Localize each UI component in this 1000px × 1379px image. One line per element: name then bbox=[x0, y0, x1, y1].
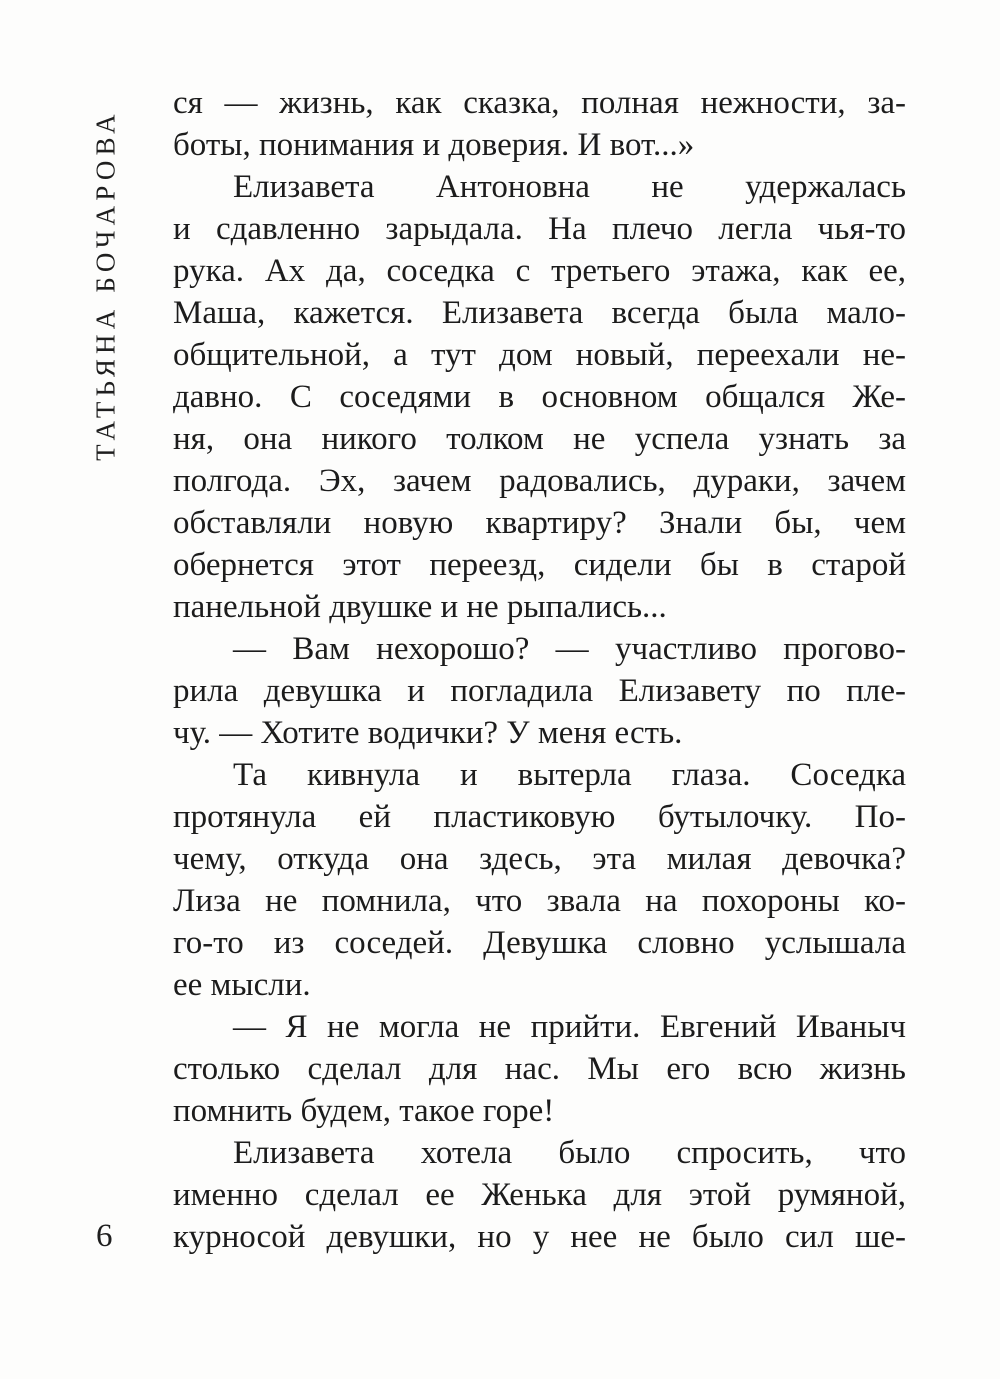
text-line: именно сделал ее Женька для этой румяной, bbox=[173, 1177, 906, 1213]
text-line: боты, понимания и доверия. И вот...» bbox=[173, 127, 695, 163]
text-line: полгода. Эх, зачем радовались, дураки, зачем bbox=[173, 463, 906, 499]
text-line: протянула ей пластиковую бутылочку. По- bbox=[173, 799, 906, 835]
text-line: общительной, а тут дом новый, переехали не- bbox=[173, 337, 906, 373]
text-line: ня, она никого толком не успела узнать за bbox=[173, 421, 906, 457]
text-line: обставляли новую квартиру? Знали бы, чем bbox=[173, 505, 906, 541]
text-line: Та кивнула и вытерла глаза. Соседка bbox=[233, 757, 906, 793]
text-line: чему, откуда она здесь, эта милая девочка? bbox=[173, 841, 906, 877]
text-line: Елизавета хотела было спросить, что bbox=[233, 1135, 906, 1171]
text-line: давно. С соседями в основном общался Же- bbox=[173, 379, 906, 415]
text-line: и сдавленно зарыдала. На плечо легла чья-то bbox=[173, 211, 906, 247]
text-line: — Я не могла не прийти. Евгений Иваныч bbox=[233, 1009, 906, 1045]
text-line: — Вам нехорошо? — участливо прогово- bbox=[233, 631, 906, 667]
text-line: помнить будем, такое горе! bbox=[173, 1093, 555, 1129]
text-line: столько сделал для нас. Мы его всю жизнь bbox=[173, 1051, 906, 1087]
body-text bbox=[173, 82, 906, 1258]
text-line: ее мысли. bbox=[173, 967, 311, 1003]
text-line: го-то из соседей. Девушка словно услышала bbox=[173, 925, 906, 961]
text-line: чу. — Хотите водички? У меня есть. bbox=[173, 715, 683, 751]
text-line: Маша, кажется. Елизавета всегда была мало- bbox=[173, 295, 906, 331]
text-line: рука. Ах да, соседка с третьего этажа, как ее, bbox=[173, 253, 906, 289]
text-line: обернется этот переезд, сидели бы в старой bbox=[173, 547, 906, 583]
text-line: ся — жизнь, как сказка, полная нежности, за- bbox=[173, 85, 906, 121]
text-line: Лиза не помнила, что звала на похороны ко- bbox=[173, 883, 906, 919]
text-line: панельной двушке и не рыпались... bbox=[173, 589, 667, 625]
text-line: Елизавета Антоновна не удержалась bbox=[233, 169, 906, 205]
text-line: рила девушка и погладила Елизавету по пле- bbox=[173, 673, 906, 709]
author-name: ТАТЬЯНА БОЧАРОВА bbox=[90, 109, 121, 461]
text-line: курносой девушки, но у нее не было сил ше- bbox=[173, 1219, 906, 1255]
running-head bbox=[66, 100, 146, 470]
page-number: 6 bbox=[96, 1218, 113, 1254]
